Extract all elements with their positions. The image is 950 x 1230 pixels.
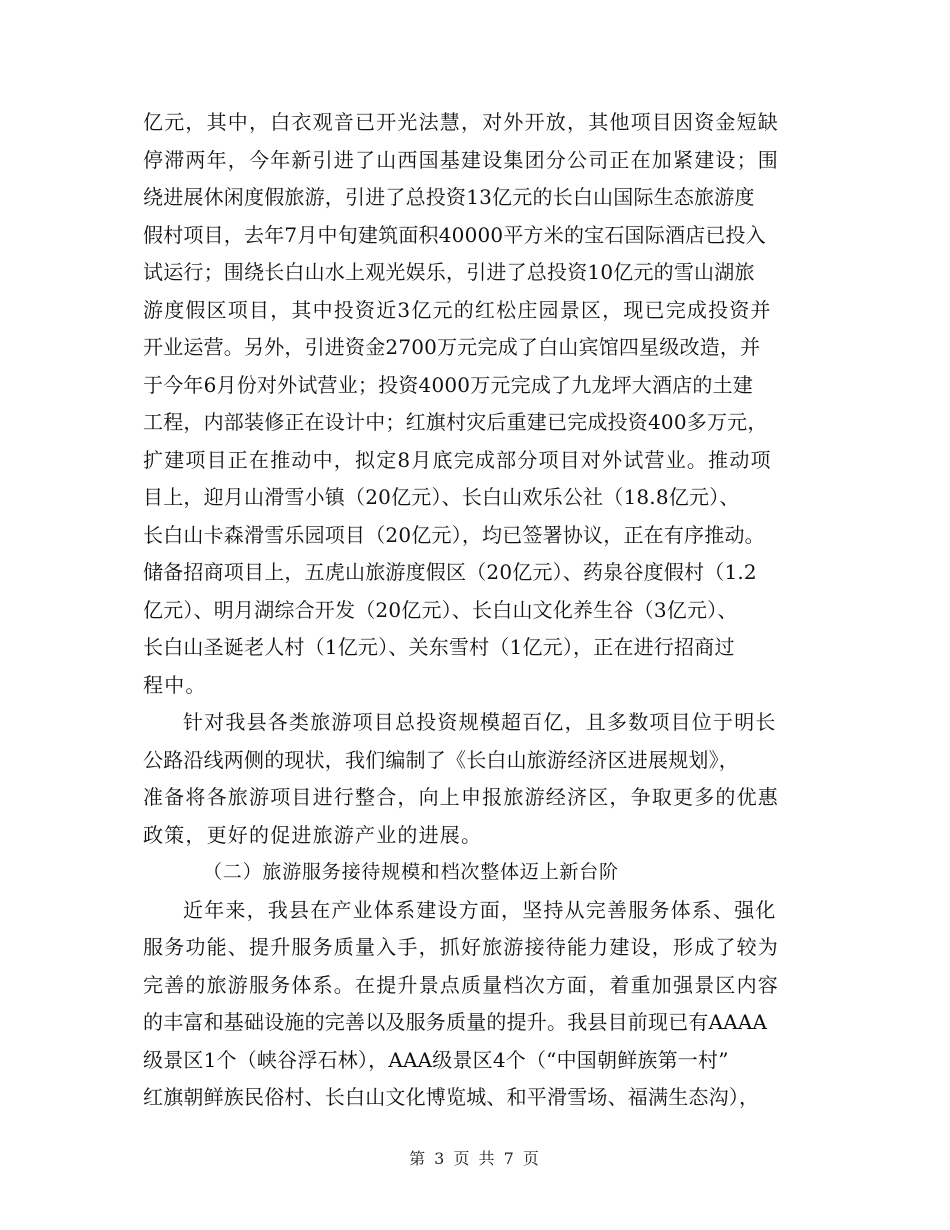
paragraph-line: 亿元）、明月湖综合开发（20亿元）、长白山文化养生谷（3亿元）、 — [143, 597, 738, 622]
paragraph-line: 储备招商项目上，五虎山旅游度假区（20亿元）、药泉谷度假村（1.2 — [143, 560, 757, 584]
paragraph-line: 完善的旅游服务体系。在提升景点质量档次方面，着重加强景区内容 — [143, 972, 779, 997]
page-footer: 第 3 页 共 7 页 — [409, 1149, 541, 1168]
paragraph-line: 亿元，其中，白衣观音已开光法慧，对外开放，其他项目因资金短缺 — [143, 110, 779, 134]
paragraph-line: 红旗朝鲜族民俗村、长白山文化博览城、和平滑雪场、福满生态沟）， — [143, 1085, 760, 1109]
paragraph-line: 的丰富和基础设施的完善以及服务质量的提升。我县目前现已有AAAA — [143, 1010, 768, 1034]
paragraph-line: 针对我县各类旅游项目总投资规模超百亿，且多数项目位于明长 — [183, 710, 777, 734]
document-body — [143, 104, 808, 1117]
paragraph-line: 目上，迎月山滑雪小镇（20亿元）、长白山欢乐公社（18.8亿元）、 — [143, 485, 740, 509]
paragraph-line: 试运行；围绕长白山水上观光娱乐，引进了总投资10亿元的雪山湖旅 — [143, 260, 755, 284]
paragraph-line: 服务功能、提升服务质量入手，抓好旅游接待能力建设，形成了较为 — [143, 935, 779, 959]
paragraph-line: 公路沿线两侧的现状，我们编制了《长白山旅游经济区进展规划》， — [143, 747, 739, 772]
paragraph-line: 停滞两年，今年新引进了山西国基建设集团分公司正在加紧建设；围 — [143, 147, 779, 172]
paragraph-line: 长白山卡森滑雪乐园项目（20亿元），均已签署协议，正在有序推动。 — [143, 522, 765, 547]
paragraph-line: 近年来，我县在产业体系建设方面，坚持从完善服务体系、强化 — [183, 897, 777, 922]
paragraph-line: 假村项目，去年7月中旬建筑面积40000平方米的宝石国际酒店已投入 — [143, 222, 766, 247]
paragraph-line: 扩建项目正在推动中，拟定8月底完成部分项目对外试营业。推动项 — [143, 447, 772, 472]
paragraph-line: 开业运营。另外，引进资金2700万元完成了白山宾馆四星级改造，并 — [143, 335, 761, 359]
paragraph-line: 级景区1个（峡谷浮石林），AAA级景区4个（“中国朝鲜族第一村” — [143, 1047, 729, 1072]
paragraph-line: 游度假区项目，其中投资近3亿元的红松庄园景区，现已完成投资并 — [143, 297, 772, 322]
paragraph-line: 于今年6月份对外试营业；投资4000万元完成了九龙坪大酒店的土建 — [143, 372, 754, 397]
paragraph-line: 准备将各旅游项目进行整合，向上申报旅游经济区，争取更多的优惠 — [143, 785, 779, 809]
paragraph-line: 程中。 — [143, 672, 207, 697]
paragraph-line: 长白山圣诞老人村（1亿元）、关东雪村（1亿元），正在进行招商过 — [143, 635, 735, 659]
paragraph-line: 政策，更好的促进旅游产业的进展。 — [143, 822, 483, 847]
section-heading: （二）旅游服务接待规模和档次整体迈上新台阶 — [203, 861, 619, 883]
paragraph-line: 工程，内部装修正在设计中；红旗村灾后重建已完成投资400多万元， — [143, 410, 768, 434]
paragraph-line: 绕进展休闲度假旅游，引进了总投资13亿元的长白山国际生态旅游度 — [143, 185, 755, 209]
